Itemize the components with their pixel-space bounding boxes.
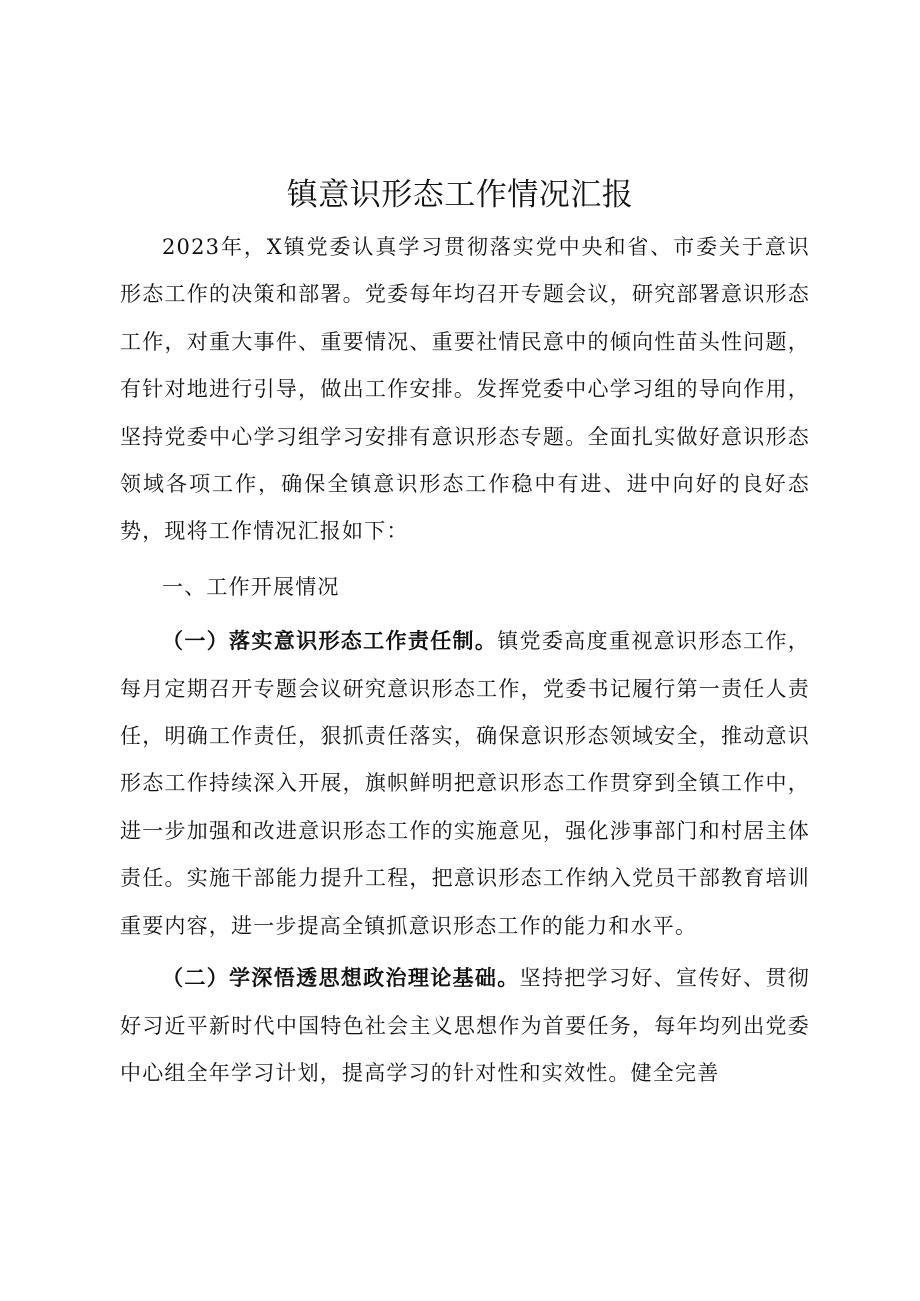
subsection-2-paragraph: [120, 954, 810, 1097]
subsection-1-paragraph: [120, 617, 810, 950]
subsection-2-text: 坚持把学习好、宣传好、贯彻好习近平新时代中国特色社会主义思想作为首要任务，每年均列出党委中心组全年学习计划，提高学习的针对性和实效性。健全完善: [120, 966, 810, 1085]
paragraph-gap: [120, 556, 810, 560]
section-heading: 一、工作开展情况: [162, 574, 340, 599]
subsection-1-text: 镇党委高度重视意识形态工作，每月定期召开专题会议研究意识形态工作，党委书记履行第一责任人责任，明确工作责任，狠抓责任落实，确保意识形态领域安全，推动意识形态工作持续深入开展，旗帜鲜明把意识形态工作贯穿到全镇工作中，进一步加强和改进意识形态工作的实施意见，强化涉事部门和村居主体责任。实施干部能力提升工程，把意识形态工作纳入党员干部教育培训重要内容，进一步提高全镇抓意识形态工作的能力和水平。: [120, 629, 810, 938]
subsection-2-lead: （二）学深悟透思想政治理论基础。: [162, 965, 520, 991]
subsection-1-lead: （一）落实意识形态工作责任制。: [162, 628, 498, 654]
document-title: 镇意识形态工作情况汇报: [286, 177, 634, 213]
intro-paragraph: 2023年，X镇党委认真学习贯彻落实党中央和省、市委关于意识形态工作的决策和部署。党委每年均召开专题会议，研究部署意识形态工作，对重大事件、重要情况、重要社情民意中的倾向性苗头性问题，有针对地进行引导，做出工作安排。发挥党委中心学习组的导向作用，坚持党委中心学习组学习安排有意识形态专题。全面扎实做好意识形态领域各项工作，确保全镇意识形态工作稳中有进、进中向好的良好态势，现将工作情况汇报如下：: [120, 235, 810, 544]
document-body: [120, 224, 810, 1097]
